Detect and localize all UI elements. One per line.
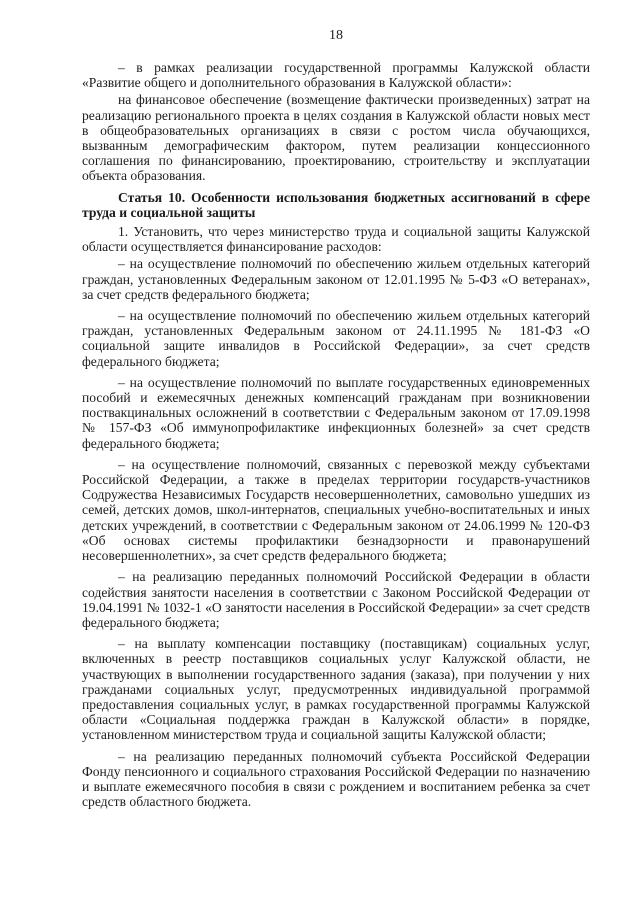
paragraph-child-allowance: – на реализацию переданных полномочий субъекта Российской Федерации Фонду пенсионного и социального страхования Российской Федерации по назначению и выплате ежемесячного пособия в связи с рождением и воспитанием ребенка за счет средств областного бюджета. — [82, 748, 590, 810]
paragraph-employment-assistance: – на реализацию переданных полномочий Российской Федерации в области содействия занятости населения в соответствии с Законом Российской Федерации от 19.04.1991 № 1032-1 «О занятости населения в Российской Федерации» за счет средств федерального бюджета; — [82, 569, 590, 630]
paragraph-disabled-housing: – на осуществление полномочий по обеспечению жильем отдельных категорий граждан, установленных Федеральным законом от 24.11.1995 № 181-ФЗ «О социальной защите инвалидов в Российской Федерации», за счет средств федерального бюджета; — [82, 308, 590, 369]
paragraph-veterans-housing: – на осуществление полномочий по обеспечению жильем отдельных категорий граждан, установленных Федеральным законом от 12.01.1995 № 5-ФЗ «О ветеранах», за счет средств федерального бюджета; — [82, 256, 590, 302]
paragraph-item-1: 1. Установить, что через министерство труда и социальной защиты Калужской области осуществляется финансирование расходов: — [82, 224, 590, 255]
page-number: 18 — [329, 28, 343, 43]
article-heading: Статья 10. Особенности использования бюджетных ассигнований в сфере труда и социальной защиты — [82, 189, 590, 220]
paragraph-vaccination-benefits: – на осуществление полномочий по выплате государственных единовременных пособий и ежемесячных денежных компенсаций гражданам при возникновении поствакцинальных осложнений в соответствии с Федеральным законом от 17.09.1998 № 157-ФЗ «Об иммунопрофилактике инфекционных болезней» за счет средств федерального бюджета; — [82, 374, 590, 451]
paragraph-social-services-compensation: – на выплату компенсации поставщику (поставщикам) социальных услуг, включенных в реестр поставщиков социальных услуг Калужской области, не участвующих в выполнении государственного задания (заказа), при получении у них гражданами социальных услуг, предусмотренных индивидуальной программой предоставления социальных услуг, в рамках государственной программы Калужской области «Социальная поддержка граждан в Калужской области» в порядке, установленном министерством труда и социальной защиты Калужской области; — [82, 636, 590, 743]
paragraph-minors-transport: – на осуществление полномочий, связанных с перевозкой между субъектами Российской Федерации, а также в пределах территории государств-участников Содружества Независимых Государств несовершеннолетних, самовольно ушедших из семей, детских домов, школ-интернатов, специальных учебно-воспитательных и иных детских учреждений, в соответствии с Федеральным законом от 24.06.1999 № 120-ФЗ «Об основах системы профилактики безнадзорности и правонарушений несовершеннолетних», за счет средств федерального бюджета; — [82, 456, 590, 564]
paragraph-concession-financing: на финансовое обеспечение (возмещение фактически произведенных) затрат на реализацию регионального проекта в целях создания в Калужской области новых мест в общеобразовательных организациях в связи с ростом числа обучающихся, вызванным демографическим фактором, путем реализации концессионного соглашения по финансированию, проектированию, строительству и эксплуатации объекта образования. — [82, 92, 590, 184]
paragraph-program-education: – в рамках реализации государственной программы Калужской области «Развитие общего и дополнительного образования в Калужской области»: — [82, 60, 590, 91]
